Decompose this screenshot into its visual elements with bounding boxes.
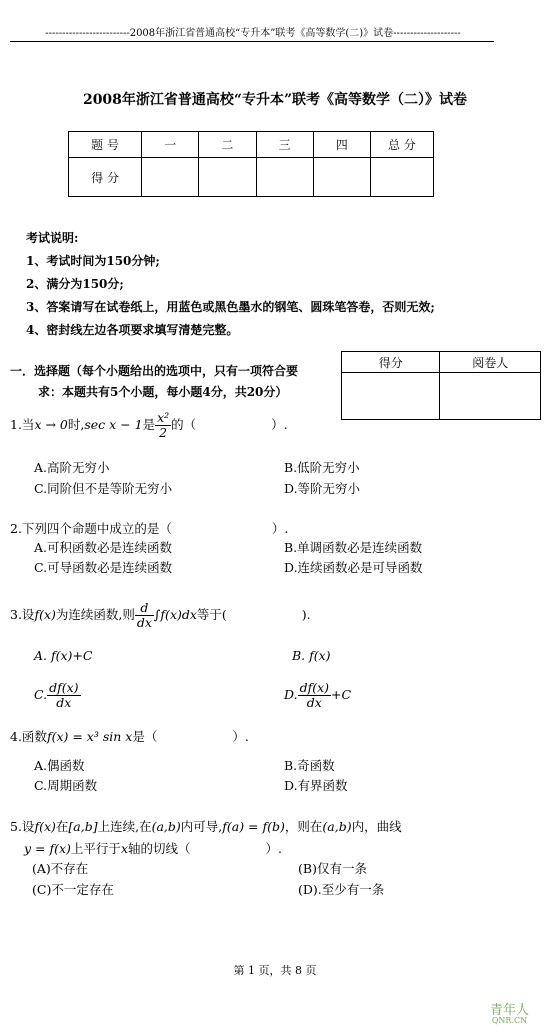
q3-derivative-operator: $\frac{d}{dx}$ <box>136 599 152 630</box>
score-table <box>68 131 434 197</box>
q5-option-c: (C)不一定存在 <box>32 882 114 897</box>
page-footer: 第 1 页，共 8 页 <box>233 964 317 977</box>
exam-title: 2008年浙江省普通高校“专升本”联考《高等数学（二）》试卷 <box>82 92 468 108</box>
question-1-stem: 1.当x → 0时,sec x − 1是 $\frac{\text{x²}}{2}$ 的（ ）. <box>10 409 288 440</box>
question-5-line1: 5.设f(x)在[a,b]上连续,在(a,b)内可导,f(a) = f(b)，则在(a,b)内，曲线 <box>10 819 402 834</box>
grader-table <box>341 351 541 420</box>
q3-option-b: B. f(x) <box>292 648 331 663</box>
q5-option-a: (A)不存在 <box>32 861 89 876</box>
page-header: -------------------------2008年浙江省普通高校“专升本”联考《高等数学(二)》试卷-------------------- <box>45 28 461 39</box>
q1-fraction: $\frac{\text{x²}}{2}$ <box>157 409 170 440</box>
q1-option-d: D.等阶无穷小 <box>284 481 361 496</box>
score-cell <box>256 158 313 197</box>
score-header-total: 总 分 <box>370 132 433 158</box>
question-2-stem: 2.下列四个命题中成立的是（ ）. <box>10 521 289 536</box>
instruction-item: 3、答案请写在试卷纸上，用蓝色或黑色墨水的钢笔、圆珠笔答卷，否则无效; <box>26 300 435 314</box>
question-5-line2: y = f(x)上平行于x轴的切线（ ）. <box>24 841 282 856</box>
q2-option-b: B.单调函数必是连续函数 <box>284 540 423 555</box>
q3-option-a: A. f(x)+C <box>34 648 93 663</box>
section1-heading-line1: 一．选择题（每个小题给出的选项中，只有一项符合要 <box>10 364 299 378</box>
q1-option-a: A.高阶无穷小 <box>34 460 110 475</box>
score-cell <box>142 158 199 197</box>
score-cell <box>313 158 370 197</box>
score-row-label: 得 分 <box>69 158 142 197</box>
q1-option-b: B.低阶无穷小 <box>284 460 360 475</box>
question-3-stem: 3.设f(x)为连续函数,则 $\frac{d}{dx}$ ∫f(x)dx等于( ). <box>10 599 311 630</box>
grader-reviewer-cell <box>440 373 541 420</box>
score-cell <box>370 158 433 197</box>
q2-option-c: C.可导函数必是连续函数 <box>34 560 173 575</box>
grader-score-cell <box>342 373 440 420</box>
instruction-item: 2、满分为150分; <box>26 277 124 291</box>
score-cell <box>199 158 256 197</box>
instructions-heading: 考试说明: <box>26 231 79 245</box>
instruction-item: 1、考试时间为150分钟; <box>26 254 160 268</box>
q5-option-b: (B)仅有一条 <box>298 861 367 876</box>
q3-option-c: C. $\frac{df(x)}{dx}$ <box>34 679 79 710</box>
score-header-1: 一 <box>142 132 199 158</box>
score-header-2: 二 <box>199 132 256 158</box>
score-header-4: 四 <box>313 132 370 158</box>
score-header-number: 题 号 <box>69 132 142 158</box>
score-header-3: 三 <box>256 132 313 158</box>
header-rule <box>10 41 494 42</box>
watermark-logo: 青年人 QNR.CN <box>490 1003 530 1025</box>
q4-option-d: D.有界函数 <box>284 778 348 793</box>
q4-option-b: B.奇函数 <box>284 758 335 773</box>
q4-option-a: A.偶函数 <box>34 758 85 773</box>
q2-option-d: D.连续函数必是可导函数 <box>284 560 423 575</box>
question-4-stem: 4.函数f(x) = x³ sin x是（ ）. <box>10 729 249 744</box>
q1-option-c: C.同阶但不是等阶无穷小 <box>34 481 173 496</box>
section1-heading-line2: 求：本题共有5个小题，每小题4分，共20分） <box>38 385 288 399</box>
grader-reviewer-header: 阅卷人 <box>440 352 541 373</box>
q4-option-c: C.周期函数 <box>34 778 98 793</box>
instruction-item: 4、密封线左边各项要求填写清楚完整。 <box>26 323 239 337</box>
q2-option-a: A.可积函数必是连续函数 <box>34 540 173 555</box>
grader-score-header: 得分 <box>342 352 440 373</box>
q3-option-d: D. $\frac{df(x)}{dx}$ +C <box>284 679 352 710</box>
q5-option-d: (D).至少有一条 <box>298 882 385 897</box>
